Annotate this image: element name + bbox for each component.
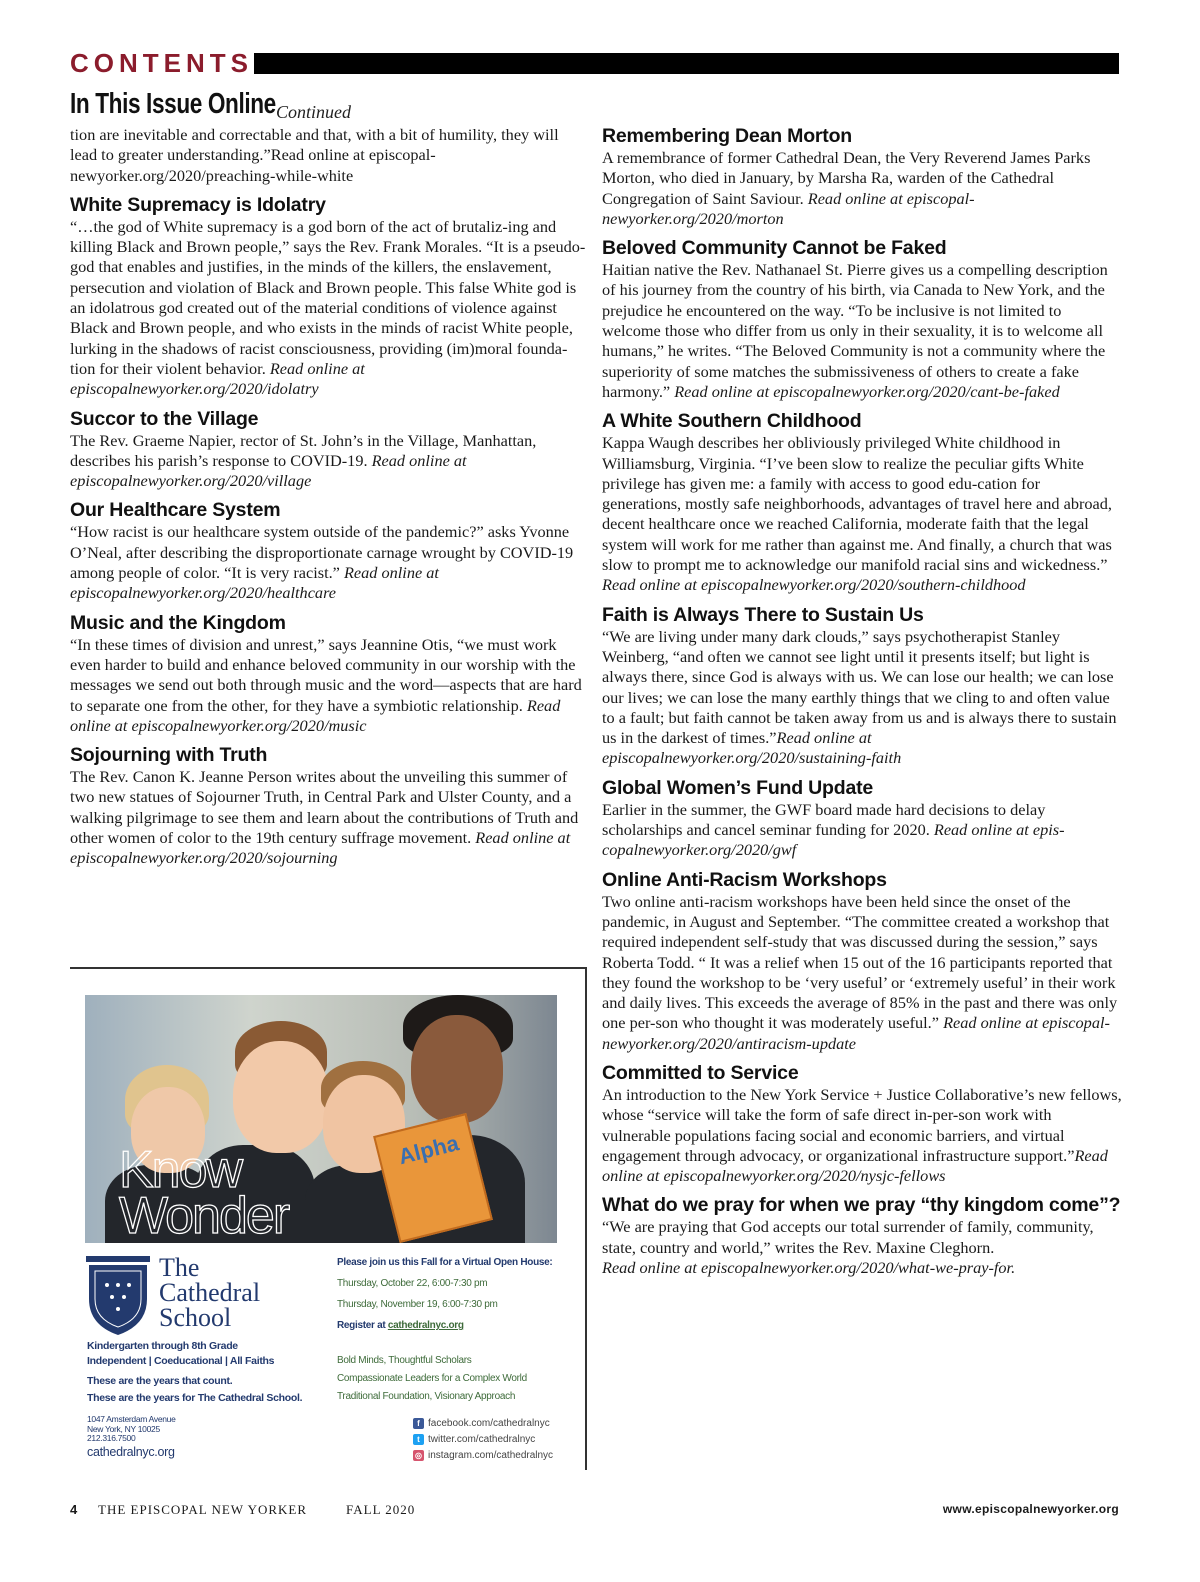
article-title: What do we pray for when we pray “thy kingdom come”? bbox=[602, 1194, 1121, 1217]
alphabet-book: Alpha bbox=[373, 1113, 493, 1243]
continuation-text: tion are inevitable and correctable and that, with a bit of humility, they will lead to greater understanding.”Read online at episcopal-newyorker.org/2020/preaching-while-white bbox=[70, 125, 559, 185]
school-name: The Cathedral School bbox=[159, 1253, 261, 1332]
article-body: A remembrance of former Cathedral Dean, the Very Reverend James Parks Morton, who died in January, by Marsha Ra, warden of the Cathedral Congregation of Saint Saviour. Read online at episcopal-newyorker.org/2020/morton bbox=[602, 148, 1091, 228]
open-house-date: Thursday, October 22, 6:00-7:30 pm bbox=[337, 1278, 488, 1289]
school-crest-icon bbox=[85, 1255, 151, 1337]
article-body: “How racist is our healthcare system outside of the pandemic?” asks Yvonne O’Neal, after describing the disproportionate carnage wrought by COVID-19 among people of color. “It is very racist.” Read online at episcopalnewyorker.org/2020/healthcare bbox=[70, 522, 574, 603]
read-online-link[interactable]: Read online at episcopalnewyorker.org/2020/idolatry bbox=[70, 358, 365, 399]
article-title: Online Anti-Racism Workshops bbox=[602, 868, 887, 891]
instagram-link[interactable]: ◎ instagram.com/cathedralnyc bbox=[415, 1449, 554, 1461]
read-online-link[interactable]: Read online at episcopalnewyorker.org/2020/healthcare bbox=[70, 563, 439, 603]
ad-slogan: These are the years that count. These are the years for The Cathedral School. bbox=[87, 1375, 303, 1404]
article-title: White Supremacy is Idolatry bbox=[70, 193, 326, 216]
article-entry bbox=[602, 869, 1122, 1054]
open-house-date: Thursday, November 19, 6:00-7:30 pm bbox=[337, 1299, 498, 1310]
column-rule bbox=[585, 967, 587, 1470]
read-online-link[interactable]: Read online at episcopalnewyorker.org/2020/music bbox=[70, 695, 561, 735]
issue-season: FALL 2020 bbox=[346, 1502, 416, 1517]
page-title bbox=[70, 88, 351, 122]
article-entry bbox=[602, 125, 1122, 229]
read-online-link[interactable]: Read online at episcopalnewyorker.org/2020/southern-childhood bbox=[602, 575, 1026, 595]
read-online-link[interactable]: Read online at episcopal-newyorker.org/2020/antiracism-update bbox=[602, 1013, 1110, 1053]
read-online-link[interactable]: Read online at episcopalnewyorker.org/2020/nysjc-fellows bbox=[602, 1145, 1108, 1186]
register-line: Register at cathedralnyc.org bbox=[337, 1320, 464, 1331]
left-column bbox=[70, 125, 586, 877]
open-house-heading: Please join us this Fall for a Virtual Open House: bbox=[337, 1257, 553, 1268]
article-title: Our Healthcare System bbox=[70, 499, 281, 522]
article-title: Remembering Dean Morton bbox=[602, 125, 853, 147]
child-face bbox=[411, 1015, 503, 1123]
article-body: An introduction to the New York Service + Justice Collaborative’s new fellows, whose “service will take the form of safe direct in-per-son work with vulnerable populations facing social and economic barriers, and virtual engagement through advocacy, or organizational infrastructure support.”Read online at episcopalnewyorker.org/2020/nysjc-fellows bbox=[602, 1084, 1122, 1186]
article-entry bbox=[70, 499, 586, 603]
article-body: The Rev. Graeme Napier, rector of St. John’s in the Village, Manhattan, describes his parish’s response to COVID-19. Read online at episcopalnewyorker.org/2020/village bbox=[70, 430, 537, 491]
ad-info bbox=[85, 1251, 557, 1465]
read-online-link[interactable]: Read online at episcopal-newyorker.org/2020/preaching-while-white bbox=[70, 145, 436, 185]
read-online-link[interactable]: Read online at episcopalnewyorker.org/2020/village bbox=[70, 450, 467, 491]
continued-label: Continued bbox=[276, 102, 351, 122]
facebook-icon: f bbox=[413, 1418, 424, 1429]
article-body: The Rev. Canon K. Jeanne Person writes about the unveiling this summer of two new statues of Sojourner Truth, in Central Park and Ulster County, and a walking pilgrimage to see them and learn about the contributions of Truth and other women of color to the 19th century suffrage movement. Read online at episcopalnewyorker.org/2020/sojourning bbox=[70, 767, 579, 868]
article-entry bbox=[70, 612, 586, 736]
open-house-info bbox=[337, 1257, 557, 1409]
publication-name: THE EPISCOPAL NEW YORKER bbox=[98, 1502, 308, 1517]
article-entry bbox=[602, 1194, 1122, 1278]
article-entry bbox=[602, 410, 1122, 595]
read-online-link[interactable]: Read online at episcopalnewyorker.org/2020/cant-be-faked bbox=[674, 381, 1060, 401]
social-links bbox=[413, 1415, 553, 1463]
article-entry bbox=[70, 194, 586, 400]
read-online-link[interactable]: Read online at episcopalnewyorker.org/2020/what-we-pray-for. bbox=[602, 1258, 1016, 1278]
grades-info: Kindergarten through 8th Grade Independent | Coeducational | All Faiths bbox=[87, 1340, 275, 1367]
header-rule bbox=[254, 53, 1119, 74]
article-body: “We are living under many dark clouds,” says psychotherapist Stanley Weinberg, “and often we cannot see light until it presents itself; but light is always there, since God is always with us. We can lose our health; we can lose our lives; we can lose the many earthly things that we cling to and often value to a fault; but faith cannot be taken away from us and is always there to sustain us in the darkest of times.”Read online at episcopalnewyorker.org/2020/sustaining-faith bbox=[602, 626, 1117, 768]
instagram-icon: ◎ bbox=[413, 1450, 424, 1461]
article-title: Global Women’s Fund Update bbox=[602, 776, 874, 799]
article-entry bbox=[70, 744, 586, 868]
right-column bbox=[602, 125, 1122, 1286]
article-title: Faith is Always There to Sustain Us bbox=[602, 603, 924, 626]
read-online-link[interactable]: Read online at episcopalnewyorker.org/2020/sojourning bbox=[70, 828, 571, 868]
tagline: Compassionate Leaders for a Complex World bbox=[337, 1373, 527, 1384]
article-entry bbox=[70, 408, 586, 492]
article-body: “…the god of White supremacy is a god born of the act of brutaliz-ing and killing Black and Brown people,” says the Rev. Frank Morales. “It is a pseudo-god that enables and justifies, in the minds of the killers, the enslavement, persecution and violation of Black and Brown people. This false White god is an idolatrous god created out of the material conditions of violence against Black and Brown people, and who exists in the minds of racist White people, lurking in the shadows of racist consciousness, providing (im)moral founda-tion for their violent behavior. Read online at episcopalnewyorker.org/2020/idolatry bbox=[70, 216, 586, 399]
school-website[interactable]: cathedralnyc.org bbox=[87, 1445, 175, 1459]
article-entry bbox=[602, 777, 1122, 861]
article-title: Music and the Kingdom bbox=[70, 611, 286, 634]
article-body: Haitian native the Rev. Nathanael St. Pierre gives us a compelling description of his journey from the country of his birth, via Canada to New York, and the prejudice he encountered on the way. “To be inclusive is not limited to welcome those who differ from us only in their sexuality, it is to welcome all humans,” he writes. “The Beloved Community is not a community where the superiority of some matches the submissiveness of others to create a fake harmony.” Read online at episcopalnewyorker.org/2020/cant-be-faked bbox=[602, 260, 1108, 401]
article-body: “We are praying that God accepts our total surrender of family, community, state, country and world,” writes the Rev. Maxine Cleghorn. Read online at episcopalnewyorker.org/2020/what-we-pray-for. bbox=[602, 1217, 1094, 1278]
read-online-link[interactable]: Read online at epis-copalnewyorker.org/2020/gwf bbox=[602, 820, 1065, 860]
article-body: “In these times of division and unrest,” says Jeannine Otis, “we must work even harder to build and enhance beloved community in our worship with the messages we send out both through music and the word—aspects that are hard to separate one from the other, for they have a symbiotic relationship. Read online at episcopalnewyorker.org/2020/music bbox=[70, 634, 582, 735]
ad-top-rule bbox=[70, 967, 586, 969]
read-online-link[interactable]: Read online at episcopalnewyorker.org/2020/sustaining-faith bbox=[602, 728, 902, 768]
twitter-icon: t bbox=[413, 1434, 424, 1445]
article-entry bbox=[602, 604, 1122, 769]
contents-header bbox=[70, 50, 1119, 76]
article-body: Earlier in the summer, the GWF board made hard decisions to delay scholarships and cancel seminar funding for 2020. Read online at epis-copalnewyorker.org/2020/gwf bbox=[602, 799, 1065, 860]
register-link[interactable]: cathedralnyc.org bbox=[387, 1320, 464, 1331]
tagline: Traditional Foundation, Visionary Approach bbox=[337, 1391, 516, 1402]
school-address: 1047 Amsterdam Avenue New York, NY 10025 212.316.7500 bbox=[87, 1414, 176, 1443]
issue-title: In This Issue Online bbox=[70, 88, 276, 120]
article-body: Kappa Waugh describes her obliviously privileged White childhood in Williamsburg, Virginia. “I’ve been slow to realize the peculiar gifts White privilege has given me: a family with access to good edu-cation for generations, mostly safe neighborhoods, advantages of travel here and abroad, decent healthcare once we reached California, moderate faith that the legal system will work for me rather than against me. And finally, a church that was slow to prompt me to acknowledge our manifold racial sins and wickedness.” Read online at episcopalnewyorker.org/2020/southern-childhood bbox=[602, 433, 1112, 595]
article-title: A White Southern Childhood bbox=[602, 410, 862, 433]
article-title: Succor to the Village bbox=[70, 407, 259, 430]
footer-url[interactable]: www.episcopalnewyorker.org bbox=[942, 1502, 1119, 1516]
tagline: Bold Minds, Thoughtful Scholars bbox=[337, 1355, 472, 1366]
page-footer bbox=[70, 1502, 1119, 1522]
facebook-link[interactable]: f facebook.com/cathedralnyc bbox=[413, 1415, 553, 1431]
cathedral-school-ad[interactable] bbox=[85, 995, 557, 1465]
ad-headline: Know Wonder bbox=[119, 1141, 289, 1243]
child-face bbox=[233, 1041, 329, 1153]
ad-photo bbox=[85, 995, 557, 1243]
article-entry bbox=[602, 1062, 1122, 1186]
twitter-link[interactable]: t twitter.com/cathedralnyc bbox=[413, 1431, 553, 1447]
section-label: CONTENTS bbox=[70, 48, 253, 78]
page-number: 4 bbox=[70, 1502, 78, 1517]
article-title: Sojourning with Truth bbox=[70, 744, 268, 767]
article-title: Beloved Community Cannot be Faked bbox=[602, 237, 947, 260]
article-body: Two online anti-racism workshops have been held since the onset of the pandemic, in August and September. “The committee created a workshop that required independent self-study that was discussed during the session,” says Roberta Todd. “ It was a relief when 15 out of the 16 participants reported that they found the workshop to be ‘very useful’ or ‘extremely useful’ in their work and daily lives. This exceeds the average of 85% in the past and there was only one per-son who thought it was moderately useful.” Read online at episcopal-newyorker.org/2020/antiracism-update bbox=[602, 891, 1118, 1053]
read-online-link[interactable]: Read online at episcopal-newyorker.org/2020/morton bbox=[602, 188, 975, 228]
article-title: Committed to Service bbox=[602, 1061, 799, 1084]
article-entry bbox=[602, 237, 1122, 402]
